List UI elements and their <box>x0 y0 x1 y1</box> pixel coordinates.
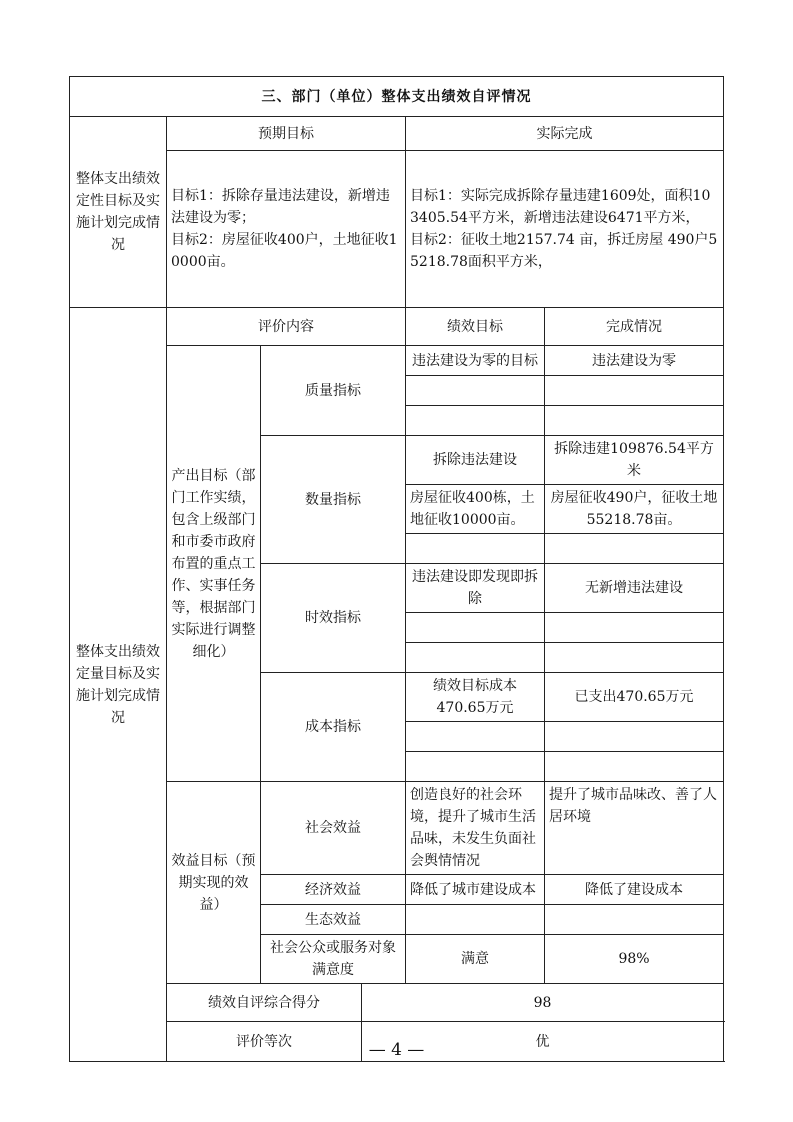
empty-cell <box>545 613 724 643</box>
empty-cell <box>545 376 724 406</box>
economic-benefit-target: 降低了城市建设成本 <box>406 875 545 905</box>
quality-indicator-label: 质量指标 <box>261 346 406 436</box>
grade-value: 优 <box>362 1022 724 1062</box>
timeliness-status: 无新增违法建设 <box>545 564 724 613</box>
quality-status: 违法建设为零 <box>545 346 724 376</box>
cost-target: 绩效目标成本470.65万元 <box>406 673 545 722</box>
ecological-benefit-label: 生态效益 <box>261 905 406 935</box>
satisfaction-label: 社会公众或服务对象满意度 <box>261 935 406 984</box>
empty-cell <box>545 752 724 782</box>
empty-cell <box>406 722 545 752</box>
satisfaction-target: 满意 <box>406 935 545 984</box>
table-title: 三、部门（单位）整体支出绩效自评情况 <box>70 77 724 117</box>
empty-cell <box>406 613 545 643</box>
evaluation-content-header: 评价内容 <box>167 308 406 346</box>
social-benefit-status: 提升了城市品味改、善了人居环境 <box>545 782 724 875</box>
empty-cell <box>406 406 545 436</box>
timeliness-indicator-label: 时效指标 <box>261 564 406 673</box>
quantity-target-1: 拆除违法建设 <box>406 436 545 485</box>
score-value: 98 <box>362 984 724 1022</box>
empty-cell <box>406 376 545 406</box>
quantity-target-2: 房屋征收400栋，土地征收10000亩。 <box>406 485 545 534</box>
actual-completion-text: 目标1：实际完成拆除存量违建1609处，面积103405.54平方米，新增违法建设6471平方米， 目标2：征收土地2157.74 亩，拆迁房屋 490户55218.78面积平方米， <box>406 151 724 308</box>
performance-target-header: 绩效目标 <box>406 308 545 346</box>
empty-cell <box>406 643 545 673</box>
output-target-label: 产出目标（部门工作实绩，包含上级部门和市委市政府布置的重点工作、实事任务等，根据部门实际进行调整细化） <box>167 346 261 782</box>
empty-cell <box>545 406 724 436</box>
evaluation-table <box>69 76 724 1062</box>
qualitative-label: 整体支出绩效定性目标及实施计划完成情况 <box>70 117 167 308</box>
cost-status: 已支出470.65万元 <box>545 673 724 722</box>
page-number: — 4 — <box>368 1040 425 1060</box>
economic-benefit-label: 经济效益 <box>261 875 406 905</box>
quantity-status-1: 拆除违建109876.54平方米 <box>545 436 724 485</box>
benefit-target-label: 效益目标（预期实现的效益） <box>167 782 261 984</box>
empty-cell <box>545 643 724 673</box>
satisfaction-status: 98% <box>545 935 724 984</box>
quantitative-label: 整体支出绩效定量目标及实施计划完成情况 <box>70 308 167 1062</box>
ecological-benefit-status <box>545 905 724 935</box>
expected-target-header: 预期目标 <box>167 117 406 151</box>
score-label: 绩效自评综合得分 <box>167 984 362 1022</box>
empty-cell <box>406 534 545 564</box>
quality-target: 违法建设为零的目标 <box>406 346 545 376</box>
empty-cell <box>545 722 724 752</box>
empty-cell <box>545 534 724 564</box>
expected-target-text: 目标1：拆除存量违法建设，新增违法建设为零； 目标2：房屋征收400户，土地征收10000亩。 <box>167 151 406 308</box>
cost-indicator-label: 成本指标 <box>261 673 406 782</box>
economic-benefit-status: 降低了建设成本 <box>545 875 724 905</box>
actual-completion-header: 实际完成 <box>406 117 724 151</box>
social-benefit-label: 社会效益 <box>261 782 406 875</box>
grade-label: 评价等次 <box>167 1022 362 1062</box>
social-benefit-target: 创造良好的社会环境，提升了城市生活品味，未发生负面社会舆情情况 <box>406 782 545 875</box>
quantity-status-2: 房屋征收490户，征收土地55218.78亩。 <box>545 485 724 534</box>
empty-cell <box>406 752 545 782</box>
quantity-indicator-label: 数量指标 <box>261 436 406 564</box>
ecological-benefit-target <box>406 905 545 935</box>
completion-status-header: 完成情况 <box>545 308 724 346</box>
timeliness-target: 违法建设即发现即拆除 <box>406 564 545 613</box>
